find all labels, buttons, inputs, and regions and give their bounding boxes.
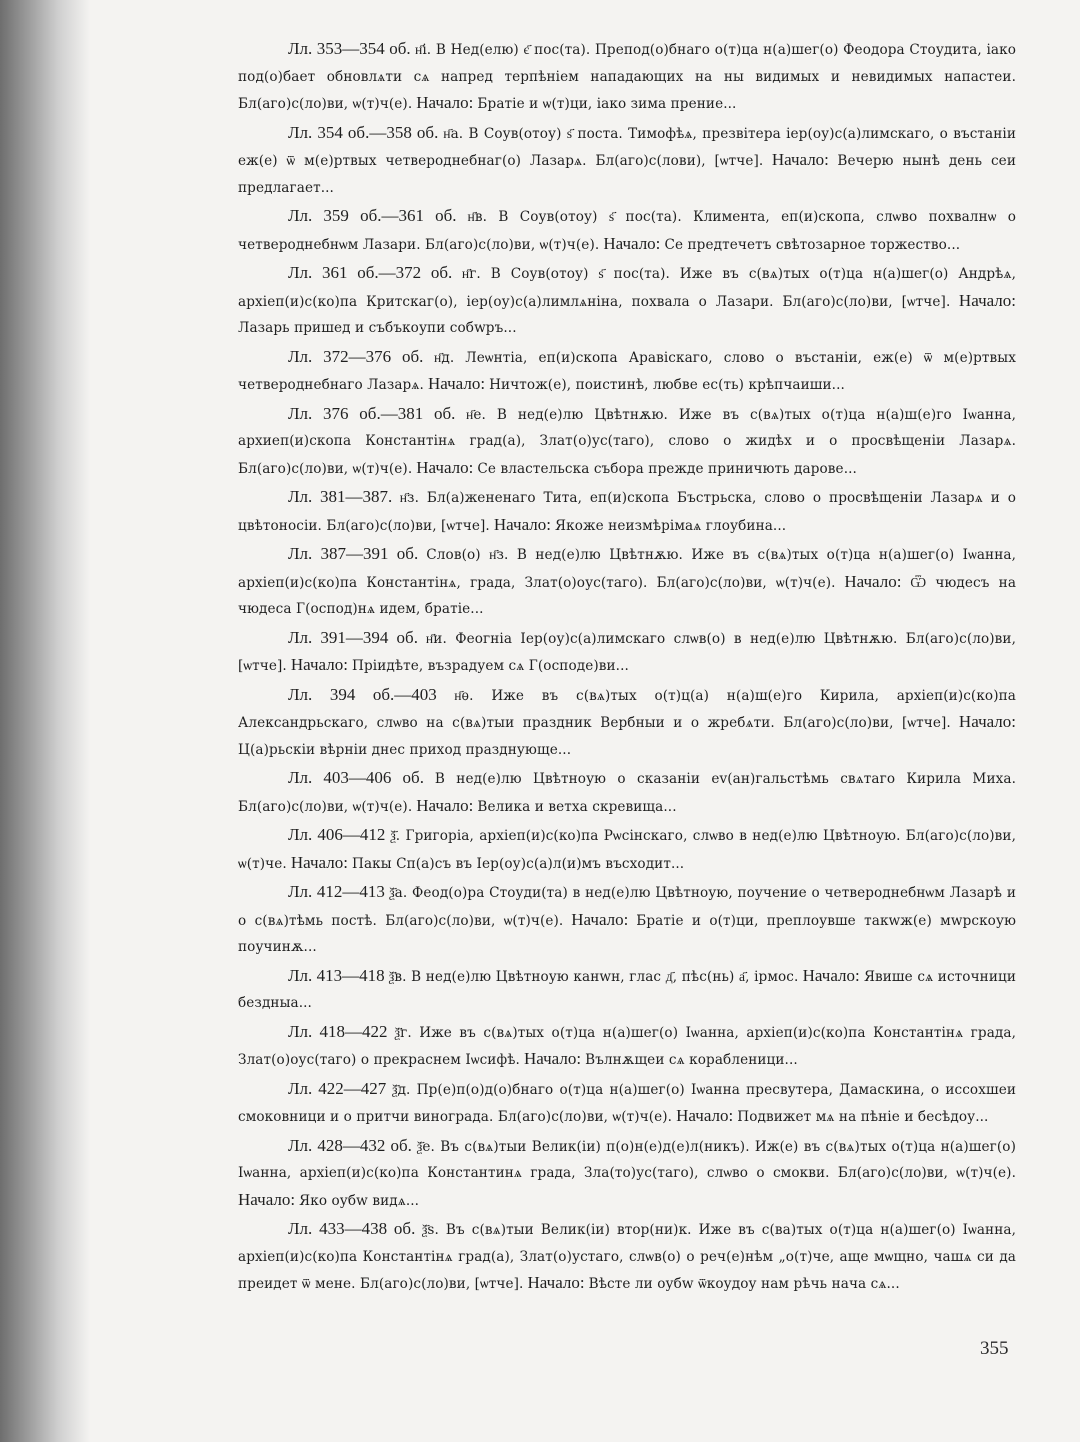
entry-description: н҃д. Леѡнтіа, еп(и)скопа Аравіскаго, слово о въстаніи, еж(е) ѿ м(е)ртвых четвероднебнаго Лазарѧ. xyxy=(238,349,1016,393)
incipit-text: Яко оубw видѧ... xyxy=(299,1192,420,1209)
catalog-entry xyxy=(238,1076,1016,1131)
page-number: 355 xyxy=(980,1338,1009,1359)
entry-description: ѯ҃е. Въ с(вѧ)тыи Велик(іи) п(о)н(е)д(е)л(никъ). Иж(е) въ с(вѧ)тых о(т)ца н(а)шег(о) Іѡанна, архіеп(и)с(ко)па Константинѧ града, Зла(то)ус(таго), слѡво о смокви. Бл(аго)с(ло)ви, ѡ(т)ч(е). xyxy=(238,1138,1016,1181)
folio-range: Лл. 406—412 xyxy=(288,825,386,844)
entry-description: н҃г. В Соув(отоу) ѕ҃ пос(та). Иже въ с(вѧ)тых о(т)ца н(а)шег(о) Андрѣѧ, архіеп(и)с(ко)па Критскаг(о), іер(оу)с(а)лимлѧніна, похвала о Лазари. Бл(аго)с(ло)ви, [ѡтче]. xyxy=(238,266,1017,310)
incipit-label: Начало: xyxy=(493,514,551,534)
incipit-text: Се предтечетъ свѣтозарное торжество... xyxy=(664,236,961,253)
incipit-text: Пакы Сп(а)съ въ Іер(оу)с(а)л(и)мъ въсходит... xyxy=(351,855,685,872)
folio-range: Лл. 394 об.—403 xyxy=(288,684,437,704)
incipit-text: Велика и ветха скревища... xyxy=(477,798,677,815)
book-spine-shadow xyxy=(0,0,90,1442)
catalog-entry xyxy=(238,401,1016,483)
incipit-text: Се властельска съборa прежде приничють дарове... xyxy=(477,460,857,477)
incipit-label: Начало: xyxy=(527,1273,585,1292)
incipit-text: Вѣсте ли оубw ѿкоудоу нам рѣчь нача сѧ... xyxy=(588,1276,900,1292)
incipit-text: Ничтож(е), поистинѣ, любве ес(ть) крѣпчаиши... xyxy=(489,377,845,393)
incipit-label: Начало: xyxy=(523,1049,582,1068)
entry-description: н҃в. В Соув(отоу) ѕ҃ пос(та). Климента, еп(и)скопа, слѡво похвалнѡ о четвероднебнѡм Лазари. Бл(аго)с(ло)ви, ѡ(т)ч(е). xyxy=(238,209,1017,253)
entry-description: ѯ҃д. Пр(е)п(о)д(о)бнаго о(т)ца н(а)шег(о) Іѡанна пресвутера, Дамаскина, о иссохшеи смоковници и о притчи винограда. Бл(аго)с(ло)ви, ѡ(т)ч(е). xyxy=(238,1081,1017,1125)
folio-range: Лл. 403—406 об. xyxy=(288,768,424,787)
folio-range: Лл. 359 об.—361 об. xyxy=(288,206,457,225)
folio-range: Лл. 381—387. xyxy=(288,487,393,506)
incipit-label: Начало: xyxy=(676,1106,734,1125)
incipit-label: Начало: xyxy=(290,655,348,674)
folio-range: Лл. 418—422 xyxy=(288,1021,388,1041)
folio-range: Лл. 376 об.—381 об. xyxy=(288,403,456,423)
incipit-label: Начало: xyxy=(427,374,486,393)
catalog-entry xyxy=(238,260,1016,342)
catalog-entry xyxy=(238,1133,1016,1215)
incipit-label: Начало: xyxy=(958,712,1017,731)
entry-description: ѯ҃г. Иже въ с(вѧ)тых о(т)ца н(а)шег(о) Іѡанна, архіеп(и)с(ко)па Константінѧ града, Злат(о)оус(таго) о прекраснем Іѡсифѣ. xyxy=(238,1024,1017,1068)
incipit-text: Явише сѧ источници бездныа... xyxy=(238,968,1016,1011)
catalog-entry xyxy=(238,36,1016,118)
catalog-entry xyxy=(238,484,1016,539)
incipit-label: Начало: xyxy=(416,93,474,112)
entry-description: н҃и. Феогніа Іер(оу)с(а)лимскаго слѡв(о) в нед(е)лю Цвѣтнѫю. Бл(аго)с(ло)ви, [ѡтче]. xyxy=(238,630,1016,674)
folio-range: Лл. 422—427 xyxy=(288,1078,387,1098)
catalog-entry xyxy=(238,682,1016,764)
folio-range: Лл. 372—376 об. xyxy=(288,346,424,366)
incipit-label: Начало: xyxy=(603,233,661,253)
incipit-text: Вечерю нынѣ день сеи предлагает... xyxy=(238,153,1016,196)
folio-range: Лл. 354 об.—358 об. xyxy=(288,122,439,142)
entry-description: н҃ѳ. Иже въ с(вѧ)тых о(т)ц(а) н(а)ш(е)го Кирила, архіеп(и)с(ко)па Александрьскаго, слѡво на с(вѧ)тыи праздник Вербныи и о жребѧти. Бл(аго)с(ло)ви, [ѡтче]. xyxy=(238,687,1016,731)
entry-description: ѯ҃. Григоріа, архіеп(и)с(ко)па Рѡсінскаго, слѡво в нед(е)лю Цвѣтноую. Бл(аго)с(ло)ви, ѡ(т)че. xyxy=(238,828,1017,872)
catalog-entry xyxy=(238,541,1016,623)
incipit-text: Братіе и о(т)ци, преплоувше такwж(е) мwрскоую поучинѫ... xyxy=(238,912,1017,955)
incipit-text: Якоже неизмѣрімаѧ глоубина... xyxy=(555,517,787,534)
catalog-entry xyxy=(238,1019,1016,1074)
incipit-text: Лазарь пришед и събъкоупи собwръ... xyxy=(238,320,517,336)
incipit-text: Ц(а)рьскіи вѣрніи днес приход празднующе... xyxy=(238,741,572,758)
incipit-label: Начало: xyxy=(290,852,348,872)
incipit-label: Начало: xyxy=(238,1189,296,1209)
incipit-label: Начало: xyxy=(844,571,902,591)
entry-description: н҃е. В нед(е)лю Цвѣтнѫю. Иже въ с(вѧ)тых о(т)ца н(а)ш(е)го Іѡанна, архиеп(и)скопа Константінѧ град(а), Злат(о)ус(таго), слово о жидѣх и о просвѣщеніи Лазарѧ. Бл(аго)с(ло)ви, ѡ(т)ч(е). xyxy=(238,406,1017,477)
catalog-entry xyxy=(238,625,1016,680)
incipit-label: Начало: xyxy=(771,150,829,169)
entry-description: Слов(о) н҃з. В нед(е)лю Цвѣтнѫю. Иже въ с(вѧ)тых о(т)ца н(а)шег(о) Іѡанна, архіеп(и)с(ко)па Константінѧ, града, Злат(о)оус(таго). Бл(аго)с(ло)ви, ѡ(т)ч(е). xyxy=(238,547,1017,591)
incipit-label: Начало: xyxy=(416,795,474,815)
incipit-label: Начало: xyxy=(571,909,629,929)
folio-range: Лл. 353—354 об. xyxy=(288,39,411,58)
folio-range: Лл. 428—432 об. xyxy=(288,1135,412,1155)
folio-range: Лл. 412—413 xyxy=(288,882,385,901)
incipit-text: Подвижет мѧ на пѣніе и бесѣдоу... xyxy=(737,1109,989,1125)
incipit-text: Пріидѣте, възрадуем сѧ Г(осподе)ви... xyxy=(351,658,629,674)
catalog-entry xyxy=(238,765,1016,820)
folio-range: Лл. 433—438 об. xyxy=(288,1219,416,1238)
incipit-label: Начало: xyxy=(958,290,1017,310)
entry-description: ѯ҃в. В нед(е)лю Цвѣтноую канwн, глас д҃, пѣс(нь) а҃, ірмос. xyxy=(388,968,799,985)
catalog-entry xyxy=(238,1216,1016,1298)
catalog-entry xyxy=(238,879,1016,961)
incipit-label: Начало: xyxy=(416,457,474,477)
entry-description: н҃а. В Соув(отоу) ѕ҃ поста. Тимофѣѧ, презвітера іер(оу)с(а)лимскаго, о въстаніи еж(е) ѿ м(е)ртвых четвероднебнаг(о) Лазарѧ. Бл(аго)с(лови), [ѡтче]. xyxy=(238,125,1017,169)
folio-range: Лл. 391—394 об. xyxy=(288,627,418,647)
entry-description: н҃з. Бл(а)жененаго Тита, еп(и)скопа Бъстрьска, слово о просвѣщеніи Лазарѧ и о цвѣтоносіи. Бл(аго)с(ло)ви, [ѡтче]. xyxy=(238,490,1016,534)
entry-description: н҃і. В Нед(елю) є҃ пос(та). Препод(о)бнаго о(т)ца н(а)шег(о) Феодора Стоудита, іако под(о)бает обновлѧти сѧ напред терпѣніем нападающих на ны видимых и невидимых напастеи. Бл(аго)с(ло)ви, ѡ(т)ч(е). xyxy=(238,42,1016,112)
catalog-entry xyxy=(238,822,1016,877)
entry-description: ѯ҃ѕ. Въ с(вѧ)тыи Велик(іи) втор(ни)к. Иже въ с(ва)тых о(т)ца н(а)шег(о) Іѡанна, архіеп(и)с(ко)па Константінѧ град(а), Злат(о)устаго, слѡв(о) о реч(е)нѣм „о(т)че, аще мѡщно, чашѧ си да преидет ѿ мене. Бл(аго)с(ло)ви, [ѡтче]. xyxy=(238,1222,1017,1292)
incipit-text: Братіе и ѡ(т)ци, іако зима прение... xyxy=(477,96,737,112)
catalog-entry xyxy=(238,203,1016,258)
folio-range: Лл. 361 об.—372 об. xyxy=(288,263,453,282)
catalog-entry xyxy=(238,963,1016,1017)
folio-range: Лл. 413—418 xyxy=(288,965,385,985)
incipit-label: Начало: xyxy=(802,965,860,985)
entry-description: ѯ҃а. Феод(о)ра Стоуди(та) в нед(е)лю Цвѣтноую, поучение о четвероднебнѡм Лазарѣ и о с(вѧ)тѣмь постѣ. Бл(аго)с(ло)ви, ѡ(т)ч(е). xyxy=(238,885,1017,929)
entry-description: В нед(е)лю Цвѣтноую о сказаніи еv(ан)гальстѣмь свѧтаго Кирила Миха. Бл(аго)с(ло)ви, ѡ(т)ч(е). xyxy=(238,771,1016,815)
manuscript-catalog-page xyxy=(238,36,1016,1300)
incipit-text: Ѿ чюдесъ на чюдеса Г(оспод)нѧ идем, братіе... xyxy=(238,574,1017,617)
folio-range: Лл. 387—391 об. xyxy=(288,544,419,563)
catalog-entry xyxy=(238,344,1016,399)
incipit-text: Вълнѫщеи сѧ корабленици... xyxy=(585,1052,798,1068)
catalog-entry xyxy=(238,120,1016,202)
